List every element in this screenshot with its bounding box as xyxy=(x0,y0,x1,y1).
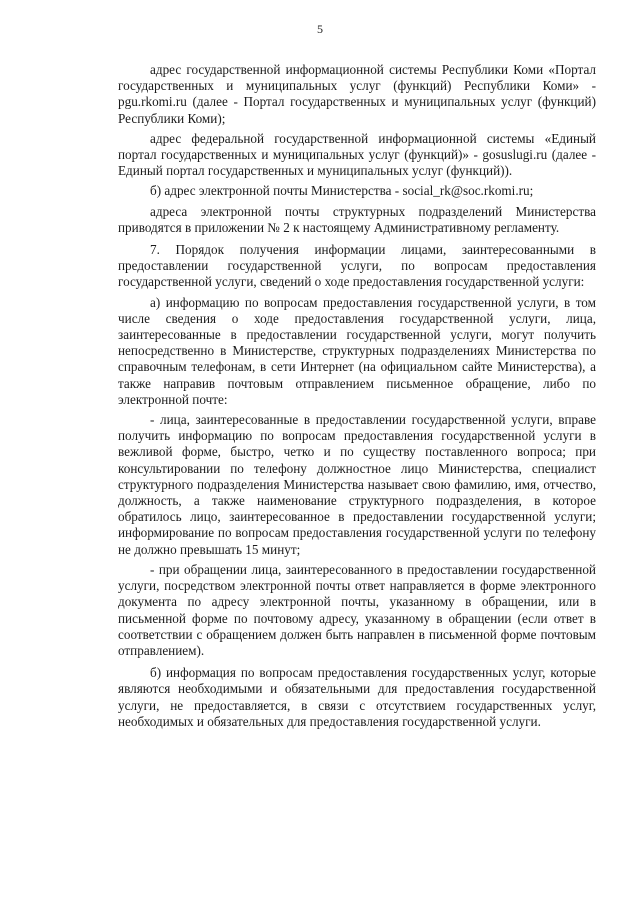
paragraph-item-7: 7. Порядок получения информации лицами, заинтересованными в предоставлении государственной услуги, по вопросам предоставления государственной услуги, сведений о ходе предоставления государственной услуги: xyxy=(118,242,596,290)
paragraph-subdivision-emails: адреса электронной почты структурных подразделений Министерства приводятся в приложении № 2 к настоящему Административному регламенту. xyxy=(118,203,596,235)
paragraph-federal-portal-address: адрес федеральной государственной информационной системы «Единый портал государственных и муниципальных услуг (функций)» - gosuslugi.ru (далее - Единый портал государственных и муниципальных услуг (функций)). xyxy=(118,130,596,179)
paragraph-email-request: - при обращении лица, заинтересованного в предоставлении государственной услуги, посредством электронной почты ответ направляется в форме электронного документа по адресу электронной почты, указанному в обращении, или в письменной форме по почтовому адресу, указанному в обращении (если ответ в соответствии с обращением должен быть направлен в письменной форме почтовым отправлением). xyxy=(118,561,596,658)
paragraph-portal-rk-address: адрес государственной информационной системы Республики Коми «Портал государственных и муниципальных услуг (функций) Республики Коми» - pgu.rkomi.ru (далее - Портал государственных и муниципальных услуг (функций) Республики Коми); xyxy=(118,62,596,126)
paragraph-ministry-email: б) адрес электронной почты Министерства - social_rk@soc.rkomi.ru; xyxy=(150,183,534,199)
page-number: 5 xyxy=(317,22,323,36)
paragraph-phone-consultation: - лица, заинтересованные в предоставлении государственной услуги, вправе получить информацию по вопросам предоставления государственной услуги в вежливой форме, быстро, четко и по существу поставленного вопроса; при консультировании по телефону должностное лицо Министерства, специалист структурного подразделения Министерства называет свою фамилию, имя, отчество, должность, а также наименование структурного подразделения, в которое обратилось лицо, заинтересованное в предоставлении государственной услуги; информирование по вопросам предоставления государственной услуги по телефону не должно превышать 15 минут; xyxy=(118,412,596,557)
document-body xyxy=(118,62,596,730)
paragraph-item-7b: б) информация по вопросам предоставления государственных услуг, которые являются необходимыми и обязательными для предоставления государственной услуги, не предоставляется, в связи с отсутствием государственных услуг, необходимых и обязательных для предоставления государственной услуги. xyxy=(118,665,596,729)
paragraph-item-7a: а) информацию по вопросам предоставления государственной услуги, в том числе сведения о ходе предоставления государственной услуги, лица, заинтересованные в предоставлении государственной услуги, могут получить непосредственно в Министерстве, структурных подразделениях Министерства по справочным телефонам, в сети Интернет (на официальном сайте Министерства), а также направив почтовым отправлением письменное обращение, либо по электронной почте: xyxy=(118,294,596,407)
